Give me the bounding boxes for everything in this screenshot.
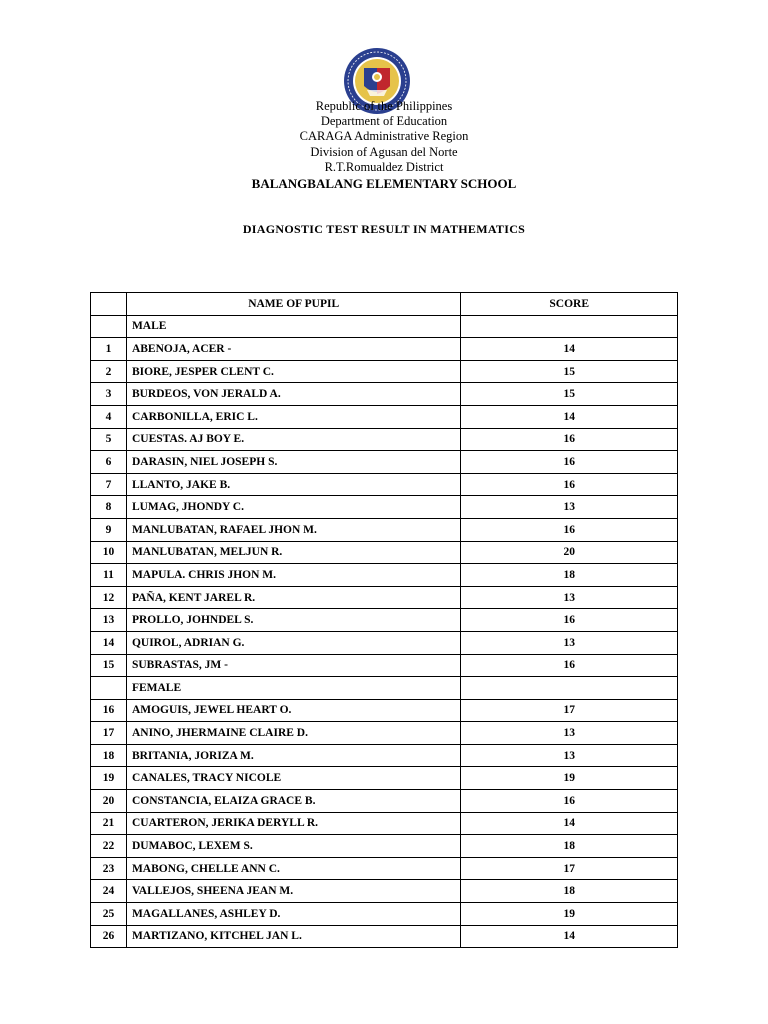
table-row — [91, 880, 678, 903]
header-division: Division of Agusan del Norte — [310, 144, 458, 159]
pupil-name: LUMAG, JHONDY C. — [126, 496, 460, 519]
pupil-name: CANALES, TRACY NICOLE — [126, 767, 460, 790]
school-name: BALANGBALANG ELEMENTARY SCHOOL — [251, 176, 517, 192]
section-row-female — [91, 677, 678, 700]
pupil-score: 20 — [461, 541, 678, 564]
pupil-score: 16 — [461, 654, 678, 677]
row-number: 23 — [91, 857, 127, 880]
pupil-score: 13 — [461, 722, 678, 745]
document-header — [0, 99, 768, 191]
row-number: 3 — [91, 383, 127, 406]
pupil-name: QUIROL, ADRIAN G. — [126, 631, 460, 654]
table-row — [91, 835, 678, 858]
table-row — [91, 564, 678, 587]
table-row — [91, 383, 678, 406]
pupil-score: 16 — [461, 451, 678, 474]
row-number: 2 — [91, 360, 127, 383]
pupil-name: ANINO, JHERMAINE CLAIRE D. — [126, 722, 460, 745]
row-number: 21 — [91, 812, 127, 835]
table-row — [91, 744, 678, 767]
pupil-score: 17 — [461, 857, 678, 880]
row-number: 24 — [91, 880, 127, 903]
row-number: 8 — [91, 496, 127, 519]
table-row — [91, 451, 678, 474]
pupil-score: 14 — [461, 925, 678, 948]
table-row — [91, 518, 678, 541]
table-body — [91, 315, 678, 948]
table-row — [91, 767, 678, 790]
pupil-score: 16 — [461, 518, 678, 541]
row-number: 18 — [91, 744, 127, 767]
pupil-name: MAPULA. CHRIS JHON M. — [126, 564, 460, 587]
header-region: CARAGA Administrative Region — [299, 129, 469, 144]
pupil-score: 19 — [461, 903, 678, 926]
table-row — [91, 428, 678, 451]
row-number: 16 — [91, 699, 127, 722]
pupil-name: MARTIZANO, KITCHEL JAN L. — [126, 925, 460, 948]
table-row — [91, 857, 678, 880]
pupil-score: 13 — [461, 496, 678, 519]
pupil-score: 14 — [461, 405, 678, 428]
header-country: Republic of the Philippines — [315, 99, 453, 113]
section-number-cell — [91, 677, 127, 700]
section-label: FEMALE — [126, 677, 460, 700]
document-title: DIAGNOSTIC TEST RESULT IN MATHEMATICS — [242, 222, 526, 236]
row-number: 25 — [91, 903, 127, 926]
pupil-name: MANLUBATAN, RAFAEL JHON M. — [126, 518, 460, 541]
section-label: MALE — [126, 315, 460, 338]
row-number: 15 — [91, 654, 127, 677]
table-row — [91, 609, 678, 632]
table-row — [91, 473, 678, 496]
table-row — [91, 699, 678, 722]
section-score-cell — [461, 315, 678, 338]
pupil-name: PROLLO, JOHNDEL S. — [126, 609, 460, 632]
pupil-score: 16 — [461, 609, 678, 632]
row-number: 1 — [91, 338, 127, 361]
table-row — [91, 541, 678, 564]
pupil-name: BIORE, JESPER CLENT C. — [126, 360, 460, 383]
pupil-score: 13 — [461, 631, 678, 654]
pupil-name: DARASIN, NIEL JOSEPH S. — [126, 451, 460, 474]
pupil-score: 13 — [461, 586, 678, 609]
pupil-name: LLANTO, JAKE B. — [126, 473, 460, 496]
table-row — [91, 722, 678, 745]
pupil-name: ABENOJA, ACER - — [126, 338, 460, 361]
pupil-score: 15 — [461, 360, 678, 383]
pupil-name: DUMABOC, LEXEM S. — [126, 835, 460, 858]
row-number: 20 — [91, 790, 127, 813]
pupil-score: 18 — [461, 835, 678, 858]
row-number: 19 — [91, 767, 127, 790]
pupil-name: MANLUBATAN, MELJUN R. — [126, 541, 460, 564]
column-header-number — [91, 293, 127, 316]
row-number: 6 — [91, 451, 127, 474]
pupil-score: 16 — [461, 428, 678, 451]
table-row — [91, 925, 678, 948]
pupil-name: MAGALLANES, ASHLEY D. — [126, 903, 460, 926]
pupil-name: CUESTAS. AJ BOY E. — [126, 428, 460, 451]
table-header-row — [91, 293, 678, 316]
section-row-male — [91, 315, 678, 338]
table-row — [91, 790, 678, 813]
table-row — [91, 903, 678, 926]
header-district: R.T.Romualdez District — [324, 159, 444, 174]
pupil-name: VALLEJOS, SHEENA JEAN M. — [126, 880, 460, 903]
pupil-score: 14 — [461, 812, 678, 835]
pupil-score: 16 — [461, 473, 678, 496]
table-row — [91, 496, 678, 519]
pupil-score: 16 — [461, 790, 678, 813]
table-row — [91, 338, 678, 361]
table-row — [91, 360, 678, 383]
row-number: 17 — [91, 722, 127, 745]
row-number: 22 — [91, 835, 127, 858]
pupil-score: 18 — [461, 880, 678, 903]
row-number: 11 — [91, 564, 127, 587]
section-number-cell — [91, 315, 127, 338]
pupil-score: 18 — [461, 564, 678, 587]
pupil-name: BURDEOS, VON JERALD A. — [126, 383, 460, 406]
pupil-name: CARBONILLA, ERIC L. — [126, 405, 460, 428]
row-number: 7 — [91, 473, 127, 496]
table-row — [91, 405, 678, 428]
section-score-cell — [461, 677, 678, 700]
row-number: 14 — [91, 631, 127, 654]
row-number: 13 — [91, 609, 127, 632]
table-row — [91, 812, 678, 835]
pupil-name: SUBRASTAS, JM - — [126, 654, 460, 677]
pupil-score: 13 — [461, 744, 678, 767]
table-row — [91, 654, 678, 677]
pupil-name: BRITANIA, JORIZA M. — [126, 744, 460, 767]
table-row — [91, 631, 678, 654]
row-number: 5 — [91, 428, 127, 451]
table-row — [91, 586, 678, 609]
column-header-name: NAME OF PUPIL — [126, 293, 460, 316]
pupil-name: AMOGUIS, JEWEL HEART O. — [126, 699, 460, 722]
pupil-name: CONSTANCIA, ELAIZA GRACE B. — [126, 790, 460, 813]
pupil-score: 14 — [461, 338, 678, 361]
row-number: 26 — [91, 925, 127, 948]
row-number: 10 — [91, 541, 127, 564]
results-table — [90, 292, 678, 948]
pupil-name: CUARTERON, JERIKA DERYLL R. — [126, 812, 460, 835]
pupil-name: MABONG, CHELLE ANN C. — [126, 857, 460, 880]
pupil-name: PAÑA, KENT JAREL R. — [126, 586, 460, 609]
header-department: Department of Education — [320, 114, 448, 129]
pupil-score: 15 — [461, 383, 678, 406]
row-number: 12 — [91, 586, 127, 609]
column-header-score: SCORE — [461, 293, 678, 316]
pupil-score: 19 — [461, 767, 678, 790]
pupil-score: 17 — [461, 699, 678, 722]
row-number: 4 — [91, 405, 127, 428]
row-number: 9 — [91, 518, 127, 541]
